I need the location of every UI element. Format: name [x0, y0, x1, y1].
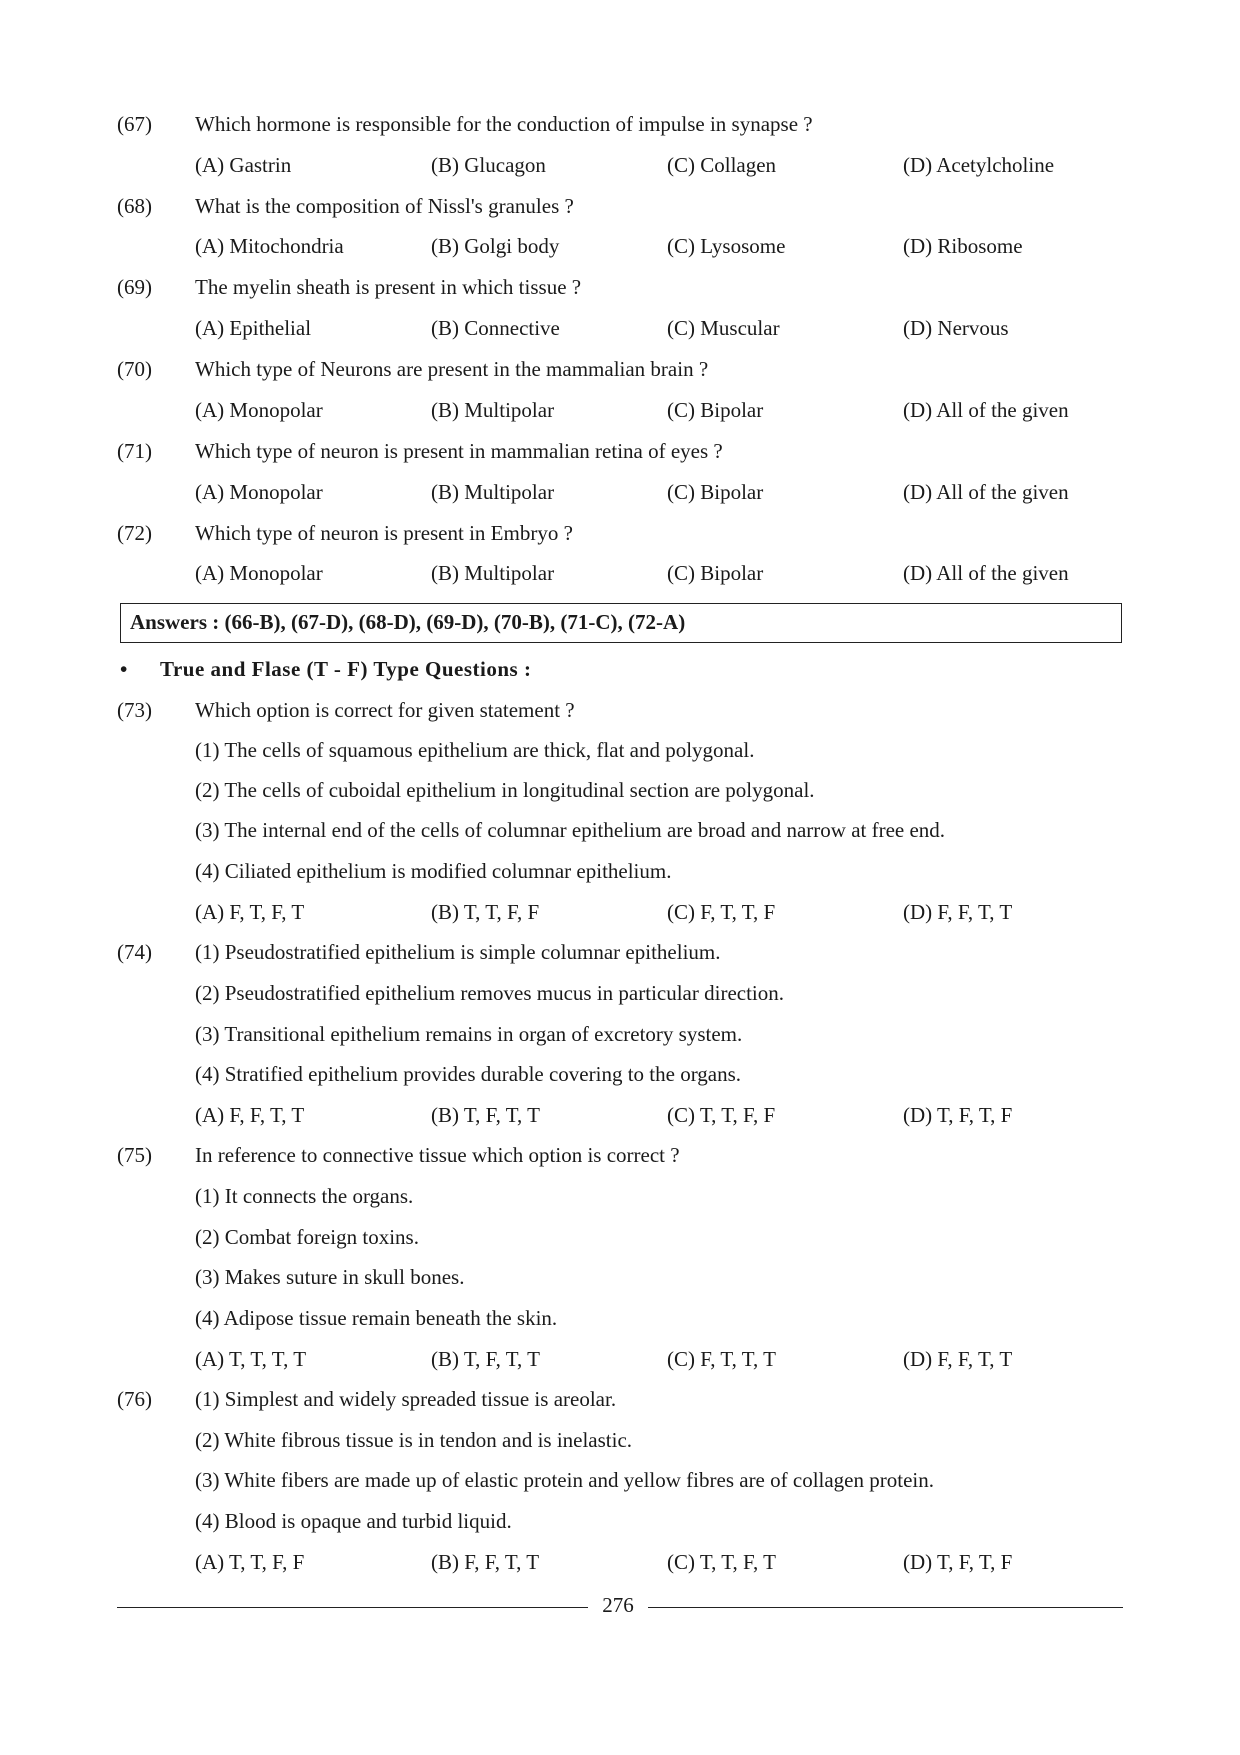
question-number: (74): [117, 940, 152, 964]
option-d: (D) Ribosome: [903, 234, 1023, 258]
statement-text: (4) Adipose tissue remain beneath the skin.: [195, 1306, 558, 1330]
question-text: Which type of neuron is present in Embryo ?: [195, 521, 573, 545]
option-c: (C) Bipolar: [667, 480, 764, 504]
option-a: (A) Mitochondria: [195, 234, 344, 258]
question-number: (71): [117, 439, 152, 463]
question-text: Which type of neuron is present in mammalian retina of eyes ?: [195, 439, 723, 463]
statement-text: (2) The cells of cuboidal epithelium in longitudinal section are polygonal.: [195, 778, 815, 802]
option-a: (A) F, T, F, T: [195, 900, 305, 924]
option-c: (C) Bipolar: [667, 398, 764, 422]
question-text: The myelin sheath is present in which tissue ?: [195, 275, 582, 299]
question-number: (76): [117, 1387, 152, 1411]
option-b: (B) Golgi body: [431, 234, 560, 258]
option-a: (A) Monopolar: [195, 398, 323, 422]
option-a: (A) T, T, T, T: [195, 1347, 307, 1371]
statement-text: (4) Stratified epithelium provides durable covering to the organs.: [195, 1062, 742, 1086]
option-a: (A) Epithelial: [195, 316, 312, 340]
option-d: (D) Nervous: [903, 316, 1009, 340]
option-c: (C) F, T, T, F: [667, 900, 776, 924]
question-text: In reference to connective tissue which option is correct ?: [195, 1143, 680, 1167]
option-a: (A) Monopolar: [195, 480, 323, 504]
option-b: (B) Connective: [431, 316, 560, 340]
option-b: (B) F, F, T, T: [431, 1550, 540, 1574]
option-d: (D) T, F, T, F: [903, 1103, 1013, 1127]
statement-text: (4) Ciliated epithelium is modified columnar epithelium.: [195, 859, 672, 883]
option-b: (B) Multipolar: [431, 480, 555, 504]
statement-text: (1) Pseudostratified epithelium is simple columnar epithelium.: [195, 940, 721, 964]
option-c: (C) T, T, F, F: [667, 1103, 776, 1127]
option-c: (C) Bipolar: [667, 561, 764, 585]
option-d: (D) All of the given: [903, 480, 1069, 504]
option-c: (C) F, T, T, T: [667, 1347, 776, 1371]
option-d: (D) F, F, T, T: [903, 900, 1013, 924]
option-a: (A) T, T, F, F: [195, 1550, 305, 1574]
option-c: (C) Lysosome: [667, 234, 786, 258]
option-d: (D) All of the given: [903, 561, 1069, 585]
footer-rule-right: [648, 1607, 1123, 1608]
statement-text: (2) White fibrous tissue is in tendon and is inelastic.: [195, 1428, 633, 1452]
page-footer: [0, 1591, 1240, 1625]
option-b: (B) T, F, T, T: [431, 1347, 540, 1371]
question-number: (68): [117, 194, 152, 218]
statement-text: (3) The internal end of the cells of columnar epithelium are broad and narrow at free end.: [195, 818, 946, 842]
option-a: (A) Monopolar: [195, 561, 323, 585]
statement-text: (1) The cells of squamous epithelium are thick, flat and polygonal.: [195, 738, 755, 762]
section-heading-text: True and Flase (T - F) Type Questions :: [160, 657, 532, 681]
question-number: (73): [117, 698, 152, 722]
page-number: 276: [602, 1593, 634, 1617]
question-text: What is the composition of Nissl's granules ?: [195, 194, 574, 218]
bullet-icon: •: [120, 657, 128, 681]
option-d: (D) All of the given: [903, 398, 1069, 422]
question-text: Which option is correct for given statement ?: [195, 698, 575, 722]
answers-box: [120, 603, 1122, 643]
question-number: (72): [117, 521, 152, 545]
footer-rule-left: [117, 1607, 588, 1608]
question-text: Which type of Neurons are present in the mammalian brain ?: [195, 357, 709, 381]
option-d: (D) Acetylcholine: [903, 153, 1055, 177]
statement-text: (1) It connects the organs.: [195, 1184, 414, 1208]
statement-text: (4) Blood is opaque and turbid liquid.: [195, 1509, 512, 1533]
option-c: (C) Muscular: [667, 316, 780, 340]
option-a: (A) Gastrin: [195, 153, 292, 177]
question-number: (75): [117, 1143, 152, 1167]
option-b: (B) Multipolar: [431, 398, 555, 422]
statement-text: (2) Pseudostratified epithelium removes mucus in particular direction.: [195, 981, 785, 1005]
question-number: (70): [117, 357, 152, 381]
statement-text: (2) Combat foreign toxins.: [195, 1225, 419, 1249]
option-c: (C) Collagen: [667, 153, 777, 177]
option-b: (B) Glucagon: [431, 153, 546, 177]
option-b: (B) T, F, T, T: [431, 1103, 540, 1127]
question-number: (69): [117, 275, 152, 299]
question-text: Which hormone is responsible for the conduction of impulse in synapse ?: [195, 112, 813, 136]
option-b: (B) T, T, F, F: [431, 900, 540, 924]
statement-text: (3) White fibers are made up of elastic protein and yellow fibres are of collagen protein.: [195, 1468, 934, 1492]
question-number: (67): [117, 112, 152, 136]
statement-text: (3) Makes suture in skull bones.: [195, 1265, 465, 1289]
answers-text: Answers : (66-B), (67-D), (68-D), (69-D), (70-B), (71-C), (72-A): [130, 610, 686, 634]
option-c: (C) T, T, F, T: [667, 1550, 776, 1574]
option-a: (A) F, F, T, T: [195, 1103, 305, 1127]
option-b: (B) Multipolar: [431, 561, 555, 585]
statement-text: (3) Transitional epithelium remains in organ of excretory system.: [195, 1022, 743, 1046]
option-d: (D) T, F, T, F: [903, 1550, 1013, 1574]
statement-text: (1) Simplest and widely spreaded tissue is areolar.: [195, 1387, 617, 1411]
option-d: (D) F, F, T, T: [903, 1347, 1013, 1371]
